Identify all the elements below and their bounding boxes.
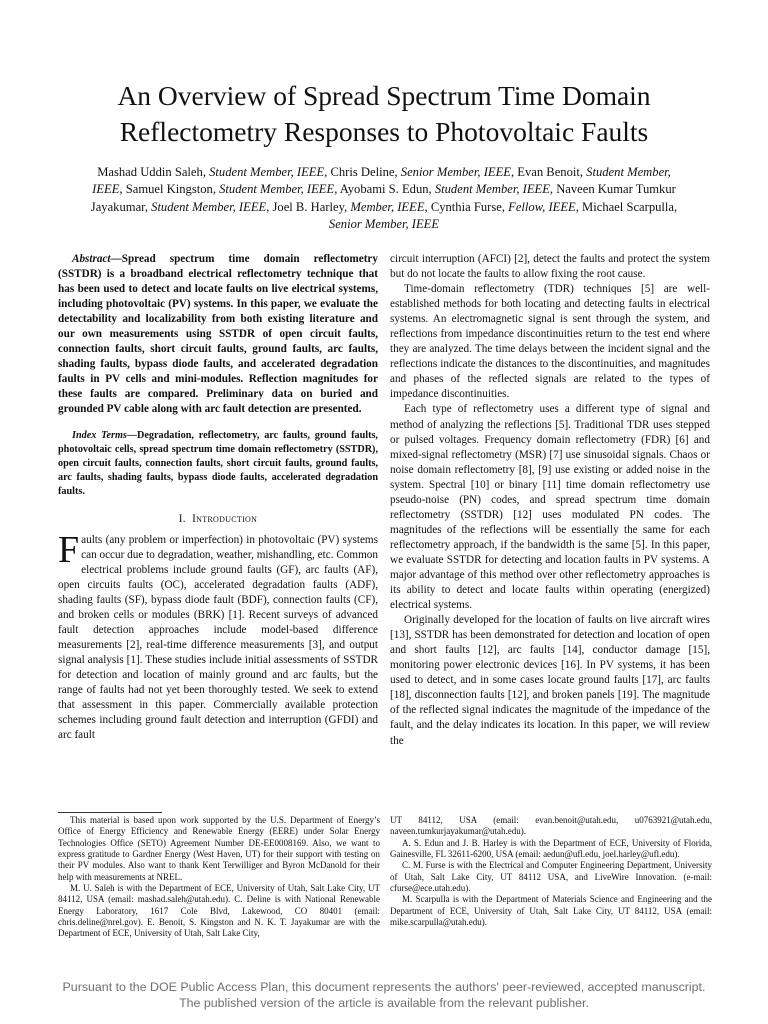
author-separator: ,	[575, 199, 583, 214]
intro-text: aults (any problem or imperfection) in photovoltaic (PV) systems can occur due to degradation, weather, mishandling, etc. Common electrical problems include ground faults (GF), arc faults (AF), open circuits faults (OC), accelerated degradation faults (ADF), shading faults (SF), bypass diode fault (BDF), connection faults (CF), and broken cells or modules (BRK) [1]. Recent surveys of advanced fault detection approaches include model-based difference measurements [2], real-time difference measurements [3], and output signal analysis [1]. These studies include initial assessments of SSTDR for detection and location of mainly ground and arc faults, but the range of faults had not yet been thoroughly tested. We seek to extend that assessment in this paper. Commercially available protection schemes including ground fault detection and interruption (GFDI) and arc fault	[58, 533, 378, 742]
author-separator: ,	[324, 165, 331, 179]
author-separator: ,	[334, 182, 340, 197]
author-name: Joel B. Harley	[272, 199, 345, 214]
author-affiliation: Senior Member, IEEE	[400, 165, 511, 179]
author-affiliation: Student Member, IEEE	[219, 182, 335, 197]
notice-line-2: The published version of the article is available from the relevant publisher.	[179, 996, 589, 1010]
index-terms	[58, 429, 378, 500]
author-name: Cynthia Furse	[430, 199, 502, 214]
abstract-text: —Spread spectrum time domain reflectometry (SSTDR) is a broadband electrical reflectometry technique that has been used to detect and locate faults on live electrical systems, including photovoltaic (PV) systems. In this paper, we evaluate the detectability and localizability from both existing literature and our own measurements using SSTDR of open circuit faults, connection faults, short circuit faults, ground faults, arc faults, shading faults, bypass diode faults, and accelerated degradation faults in PV cells and mini-modules. Reflection magnitudes for these faults are compared. Preliminary data on buried and grounded PV cable along with arc fault detection are presented.	[58, 253, 378, 416]
footnotes-right	[390, 815, 712, 928]
footnote-edun-harley: A. S. Edun and J. B. Harley is with the Department of ECE, University of Florida, Gainesville, FL 32611-6200, USA (email: aedun@ufl.edu, joel.harley@ufl.edu).	[390, 837, 712, 860]
notice-line-1: Pursuant to the DOE Public Access Plan, this document represents the authors' peer-reviewed, accepted manuscript.	[62, 980, 706, 994]
footnote-affiliation: M. U. Saleh is with the Department of ECE, University of Utah, Salt Lake City, UT 84112, USA (email: mashad.saleh@utah.edu). C. Deline is with National Renewable Energy Laboratory, 1617 Cole Blvd, Lakewood, CO 80401 (email: chris.deline@nrel.gov). E. Benoit, S. Kingston and N. K. T. Jayakumar are with the Department of ECE, University of Utah, Salt Lake City,	[58, 883, 380, 939]
intro-paragraph	[58, 528, 378, 744]
author-separator: ,	[424, 199, 431, 214]
section-number: I.	[178, 512, 186, 525]
author-affiliation: Student Member, IEEE	[434, 182, 550, 197]
author-name: Ayobami S. Edun	[339, 182, 429, 197]
footnote-rule	[58, 812, 162, 813]
section-heading	[58, 512, 378, 527]
author-affiliation: Member, IEEE	[350, 199, 425, 214]
right-paragraph-1: Time-domain reflectometry (TDR) techniques [5] are well-established methods for both locating and detecting faults in electrical systems. An electromagnetic signal is sent through the system, and reflections from impedance discontinuities return to the test end where they are analyzed. The time delays between the incident signal and the reflections indicate the distances to the discontinuities, and magnitudes and phases of the reflected signals are related to the types of impedance discontinuities.	[390, 283, 710, 401]
right-paragraph-3: Originally developed for the location of faults on live aircraft wires [13], SSTDR has been demonstrated for detection and location of open and short faults [12], arc faults [14], conductor damage [15], monitoring power electronic devices [16]. In PV systems, it has been used to detect, and in some cases locate ground faults [17], arc faults [18], disconnection faults [12], and broken panels [19]. The magnitude of the reflected signal indicates the magnitude of the impedance of the fault, and the delay indicates its location. In this paper, we will review the	[390, 614, 710, 747]
footnote-scarpulla: M. Scarpulla is with the Department of Materials Science and Engineering and the Department of ECE, University of Utah, Salt Lake City, UT 84112, USA (email: mike.scarpulla@utah.edu).	[390, 894, 712, 928]
index-terms-label: Index Terms	[72, 429, 127, 441]
author-affiliation: Student Member, IEEE	[151, 199, 267, 214]
author-name: Michael Scarpulla	[582, 199, 675, 214]
author-name: Evan Benoit	[517, 165, 580, 179]
title-line-1: An Overview of Spread Spectrum Time Domain	[117, 80, 651, 111]
author-affiliation: Student Member, IEEE	[92, 165, 671, 197]
author-name: Samuel Kingston	[125, 182, 213, 197]
author-separator: ,	[119, 182, 126, 197]
left-column	[58, 252, 378, 743]
footnote-furse: C. M. Furse is with the Electrical and Computer Engineering Department, University of Utah, Salt Lake City, UT 84112 USA, and LiveWire Innovation. (e-mail: cfurse@ece.utah.edu).	[390, 860, 712, 894]
author-affiliation: Student Member, IEEE	[209, 165, 325, 179]
public-access-notice	[0, 979, 768, 1011]
footnote-continued: UT 84112, USA (email: evan.benoit@utah.edu, u0763921@utah.edu, naveen.tumkurjayakumar@utah.edu).	[390, 815, 712, 837]
paper-title	[40, 78, 728, 150]
section-title: Introduction	[192, 512, 258, 525]
author-name: Naveen Kumar Tumkur Jayakumar	[90, 182, 676, 214]
index-terms-text: —Degradation, reflectometry, arc faults, ground faults, photovoltaic cells, spread spectrum time domain reflectometry (SSTDR), open circuit faults, connection faults, short circuit faults, ground faults, arc faults, shading faults, bypass diode faults, accelerated degradation faults.	[58, 429, 378, 498]
author-separator: ,	[266, 199, 273, 214]
drop-cap: F	[58, 528, 80, 571]
author-separator: ,	[549, 182, 557, 197]
author-name: Chris Deline	[330, 165, 395, 179]
author-affiliation: Senior Member, IEEE	[328, 216, 440, 231]
right-paragraph-2: Each type of reflectometry uses a different type of signal and method of analyzing the reflections [5]. Traditional TDR uses stepped or pulsed voltages. Frequency domain reflectometry (FDR) [6] and mixed-signal reflectometry (MSR) [7] use sinusoidal signals. Chaos or noise domain reflectometry [8], [9] use existing or added noise in the system. Spectral [10] or binary [11] time domain reflectometry use pseudo-noise (PN) codes, and spread spectrum time domain reflectometry (SSTDR) [12] uses modulated PN codes. The magnitudes of the reflections will be essentially the same for each reflectometry approach, if the bandwidth is the same [5]. In this paper, we evaluate SSTDR for detecting and location faults in PV systems. A major advantage of this method over other reflectometry approaches is its ability to detect and locate faults within operating (energized) electrical systems.	[390, 403, 710, 612]
author-separator: ,	[510, 165, 518, 179]
abstract-label: Abstract	[72, 253, 111, 265]
author-list: Mashad Uddin Saleh, Student Member, IEEE, Chris Deline, Senior Member, IEEE, Evan Benoit, Student Member, IEEE, Samuel Kingston, Student Member, IEEE, Ayobami S. Edun, Student Member, IEEE, Naveen Kumar Tumkur Jayakumar, Student Member, IEEE, Joel B. Harley, Member, IEEE, Cynthia Furse, Fellow, IEEE, Michael Scarpulla, Senior Member, IEEE	[90, 165, 678, 231]
right-column	[390, 252, 710, 749]
author-name: Mashad Uddin Saleh	[97, 165, 203, 179]
right-paragraph-0: circuit interruption (AFCI) [2], detect the faults and protect the system but do not locate the faults to allow fixing the root cause.	[390, 253, 710, 281]
author-affiliation: Fellow, IEEE	[508, 199, 576, 214]
abstract	[58, 252, 378, 418]
title-line-2: Reflectometry Responses to Photovoltaic Faults	[119, 116, 649, 147]
footnote-funding: This material is based upon work supported by the U.S. Department of Energy’s Office of Energy Efficiency and Renewable Energy (EERE) under Solar Energy Technologies Office (SETO) Agreement Number DE-EE0008169. Also, we want to express gratitude to Gardner Energy (West Haven, UT) for their support with testing on their PV modules. Also want to thank Kent Terwilliger and Byron McDanold for their help with measurements at NREL.	[58, 815, 380, 882]
footnotes-left	[58, 815, 380, 940]
